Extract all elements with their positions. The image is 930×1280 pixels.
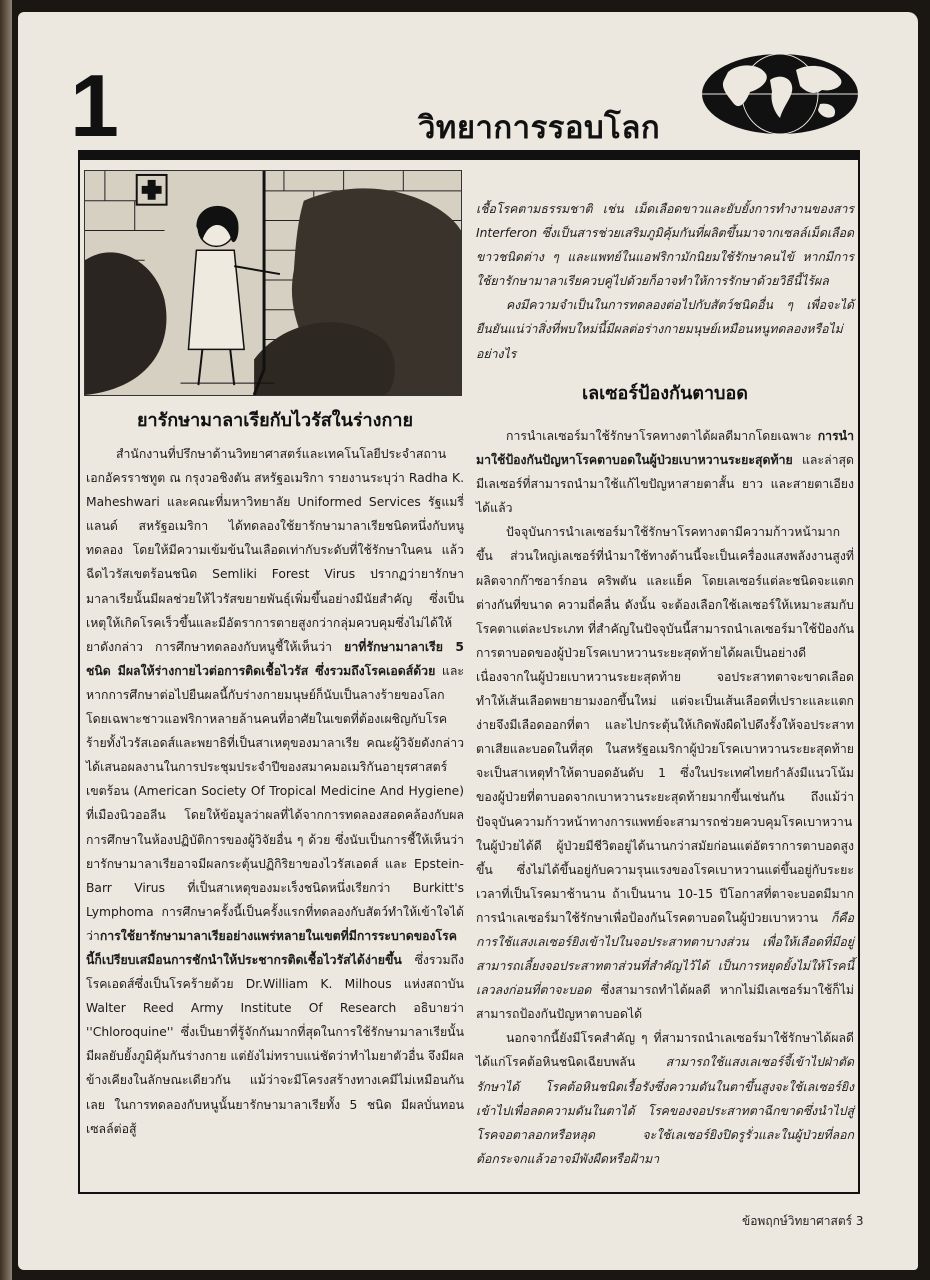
book-spine (0, 0, 12, 1280)
italic-text-run: สามารถใช้แสงเลเซอร์จี้เข้าไปฝ่าตัดรักษาได้ โรคต้อหินชนิดเรื้อรังซึ่งความดันในตาขึ้นสูงจะใช้เลเซอร์ยิงเข้าไปเพื่อลดความดันในตาได้ โรคของจอประสาทตาฉีกขาดซึ่งนำไปสู่โรคจอตาลอกหรือหลุด จะใช้เลเซอร์ยิงปิดรูรั่วและในผู้ป่วยที่ลอกต้อกระจกแล้วอาจมีพังผืดหรือฝ้ามา (476, 1055, 854, 1166)
section-title: วิทยาการรอบโลก (418, 110, 661, 146)
paragraph (476, 424, 854, 520)
bold-text-run: การนำมาใช้ป้องกันปัญหาโรคตาบอดในผู้ป่วยเบาหวานระยะสุดท้าย (476, 429, 854, 468)
bold-text-run: การใช้ยารักษามาลาเรียอย่างแพร่หลายในเขตที่มีการระบาดของโรคนี้ก็เปรียบเสมือนการชักนำให้ประชากรติดเชื้อไวรัสได้ง่ายขึ้น (86, 928, 457, 967)
article-body-malaria (86, 442, 464, 1141)
globe-icon (700, 52, 860, 136)
italic-text-run: ก็คือการใช้แสงเลเซอร์ยิงเข้าไปในจอประสาทตาบางส่วน เพื่อให้เลือดที่มีอยู่สามารถเลี้ยงจอประสาทตาส่วนที่สำคัญไว้ได้ เป็นการหยุดยั้งไม่ให้โรคนี้เลวลงก่อนที่ตาจะบอด (476, 910, 854, 998)
section-number: 1 (70, 56, 119, 155)
text-run: ซึ่งสามารถทำได้ผลดี หากไม่มีเลเซอร์มาใช้ก็ไม่สามารถป้องกันปัญหาตาบอดได้ (476, 983, 854, 1022)
text-run: และล่าสุดมีเลเซอร์ที่สามารถนำมาใช้แก้ไขปัญหาสายตาสั้น ยาว และสายตาเอียงได้แล้ว (476, 453, 854, 516)
article-illustration (84, 170, 462, 396)
page-footer: ข้อพฤกษ์วิทยาศาสตร์ 3 (742, 1214, 864, 1228)
paragraph: คงมีความจำเป็นในการทดลองต่อไปกับสัตว์ชนิดอื่น ๆ เพื่อจะได้ยืนยันแน่ว่าสิ่งที่พบใหม่นี้มีผลต่อร่างกายมนุษย์เหมือนหนูทดลองหรือไม่อย่างไร (476, 298, 854, 361)
article-body-malaria-continued (476, 197, 854, 366)
article-title-laser: เลเซอร์ป้องกันตาบอด (582, 383, 748, 404)
paragraph: เชื้อโรคตามธรรมชาติ เช่น เม็ดเลือดขาวและยับยั้งการทำงานของสาร Interferon ซึ่งเป็นสารช่วยเสริมภูมิคุ้มกันที่ผลิตขึ้นมาจากเซลล์เม็ดเลือดขาวชนิดต่าง ๆ และแพทย์ในแอฟริกามักนิยมใช้รักษาคนไข้ หากมีการใช้ยารักษามาลาเรียควบคู่ไปด้วยก็อาจทำให้การรักษาด้วยวิธีนี้ไร้ผล (476, 202, 854, 289)
article-body-laser (476, 424, 854, 1171)
text-run: ปัจจุบันการนำเลเซอร์มาใช้รักษาโรคทางตามีความก้าวหน้ามากขึ้น ส่วนใหญ่เลเซอร์ที่นำมาใช้ทางด้านนี้จะเป็นเครื่องแสงพลังงานสูงที่ผลิตจากก๊าซอาร์กอน คริพตัน และแย็ค โดยเลเซอร์แต่ละชนิดจะแตกต่างกันที่ขนาด ความถี่คลื่น ดังนั้น จะต้องเลือกใช้เลเซอร์ให้เหมาะสมกับโรคตาแต่ละประเภท ที่สำคัญในปัจจุบันนี้สามารถนำเลเซอร์มาใช้ป้องกันการตาบอดของผู้ป่วยโรคเบาหวานระยะสุดท้ายได้ผลเป็นอย่างดี เนื่องจากในผู้ป่วยเบาหวานระยะสุดท้าย จอประสาทตาจะขาดเลือด ทำให้เส้นเลือดพยายามงอกขึ้นใหม่ แต่จะเป็นเส้นเลือดที่เปราะและแตกง่ายจึงมีเลือดออกที่ตา และไปกระตุ้นให้เกิดพังผืดไปดึงรั้งให้จอประสาทตาเสียและบอดในที่สุด ในสหรัฐอเมริกาผู้ป่วยโรคเบาหวานระยะสุดท้ายจะเป็นสาเหตุทำให้ตาบอดอันดับ 1 ซึ่งในประเทศไทยกำลังมีแนวโน้มของผู้ป่วยที่ตาบอดจากเบาหวานระยะสุดท้ายมากขึ้นเช่นกัน ถึงแม้ว่าปัจจุบันความก้าวหน้าทางการแพทย์จะสามารถช่วยควบคุมโรคเบาหวานในผู้ป่วยได้ดี ผู้ป่วยมีชีวิตอยู่ได้นานกว่าสมัยก่อนแต่อัตราการตาบอดสูงขึ้น ซึ่งไม่ได้ขึ้นอยู่กับความรุนแรงของโรคเบาหวานแต่ขึ้นอยู่กับระยะเวลาที่เป็นโรคมาช้านาน ถ้าเป็นนาน 10-15 ปีโอกาสที่ตาจะบอดมีมาก การนำเลเซอร์มาใช้รักษาเพื่อป้องกันโรคตาบอดในผู้ป่วยเบาหวาน (476, 525, 854, 925)
paragraph (476, 1026, 854, 1171)
paragraph (86, 442, 464, 1141)
article-title-malaria: ยารักษามาลาเรียกับไวรัสในร่างกาย (136, 410, 414, 431)
text-run: สำนักงานที่ปรึกษาด้านวิทยาศาสตร์และเทคโนโลยีประจำสถานเอกอัครราชทูต ณ กรุงวอชิงตัน สหรัฐอเมริกา รายงานระบุว่า Radha K. Maheshwari และคณะที่มหาวิทยาลัย Uniformed Services รัฐแมรี่แลนด์ สหรัฐอเมริกา ได้ทดลองใช้ยารักษามาลาเรียชนิดหนึ่งกับหนูทดลอง โดยให้มีความเข้มข้นในเลือดเท่ากับระดับที่ใช้รักษาในคน แล้วฉีดไวรัสเขตร้อนชนิด Semliki Forest Virus ปรากฏว่ายารักษามาลาเรียนั้นมีผลช่วยให้ไวรัสขยายพันธุ์เพิ่มขึ้นอย่างมีนัยสำคัญ ซึ่งเป็นเหตุให้เกิดโรคเร็วขึ้นและมีอัตราการตายสูงกว่ากลุ่มควบคุมซึ่งไม่ได้ให้ยาดังกล่าว การศึกษาทดลองกับหนูชี้ให้เห็นว่า (86, 447, 464, 654)
text-run: และหากการศึกษาต่อไปยืนผลนี้กับร่างกายมนุษย์ก็นับเป็นลางร้ายของโลก โดยเฉพาะชาวแอฟริกาหลายล้านคนที่อาศัยในเขตที่ต้องเผชิญกับโรคร้ายทั้งไวรัสเอดส์และพยาธิที่เป็นสาเหตุของมาลาเรีย คณะผู้วิจัยดังกล่าวได้เสนอผลงานในการประชุมประจำปีของสมาคมอเมริกันอายุรศาสตร์เขตร้อน (American Society Of Tropical Medicine And Hygiene) ที่เมืองนิวออลีน โดยให้ข้อมูลว่าผลที่ได้จากการทดลองสอดคล้องกับผลการศึกษาในห้องปฏิบัติการของผู้วิจัยอื่น ๆ ด้วย ซึ่งนับเป็นการชี้ให้เห็นว่ายารักษามาลาเรียอาจมีผลกระตุ้นปฏิกิริยาของไวรัสเอดส์ และ Epstein-Barr Virus ที่เป็นสาเหตุของมะเร็งชนิดหนึ่งเรียกว่า Burkitt's Lymphoma การศึกษาครั้งนี้เป็นครั้งแรกที่ทดลองกับสัตว์ทำให้เข้าใจได้ว่า (86, 663, 464, 943)
paragraph (476, 520, 854, 1026)
bold-text-run: ยาที่รักษามาลาเรีย 5 ชนิด มีผลให้ร่างกายไวต่อการติดเชื้อไวรัส ซึ่งรวมถึงโรคเอดส์ด้วย (86, 639, 464, 678)
text-run: การนำเลเซอร์มาใช้รักษาโรคทางตาได้ผลดีมากโดยเฉพาะ (506, 429, 812, 443)
text-run: ซึ่งรวมถึงโรคเอดส์ซึ่งเป็นโรคร้ายด้วย Dr.William K. Milhous แห่งสถาบัน Walter Reed Army Institute Of Research อธิบายว่า ''Chloroquine'' ซึ่งเป็นยาที่รู้จักกันมากที่สุดในการใช้รักษามาลาเรียนั้น มีผลยับยั้งภูมิคุ้มกันร่างกาย แต่ยังไม่ทราบแน่ชัดว่าทำไมยาตัวอื่น จึงมีผลข้างเคียงในลักษณะเดียวกัน แม้ว่าจะมีโครงสร้างทางเคมีไม่เหมือนกันเลย ในการทดลองกับหนูนั้นยารักษามาลาเรียทั้ง 5 ชนิด มีผลบั่นทอนเซลล์ต่อสู้ (86, 952, 464, 1136)
text-run: นอกจากนี้ยังมีโรคสำคัญ ๆ ที่สามารถนำเลเซอร์มาใช้รักษาได้ผลดี ได้แก่โรคต้อหินชนิดเฉียบพลัน (476, 1031, 854, 1070)
